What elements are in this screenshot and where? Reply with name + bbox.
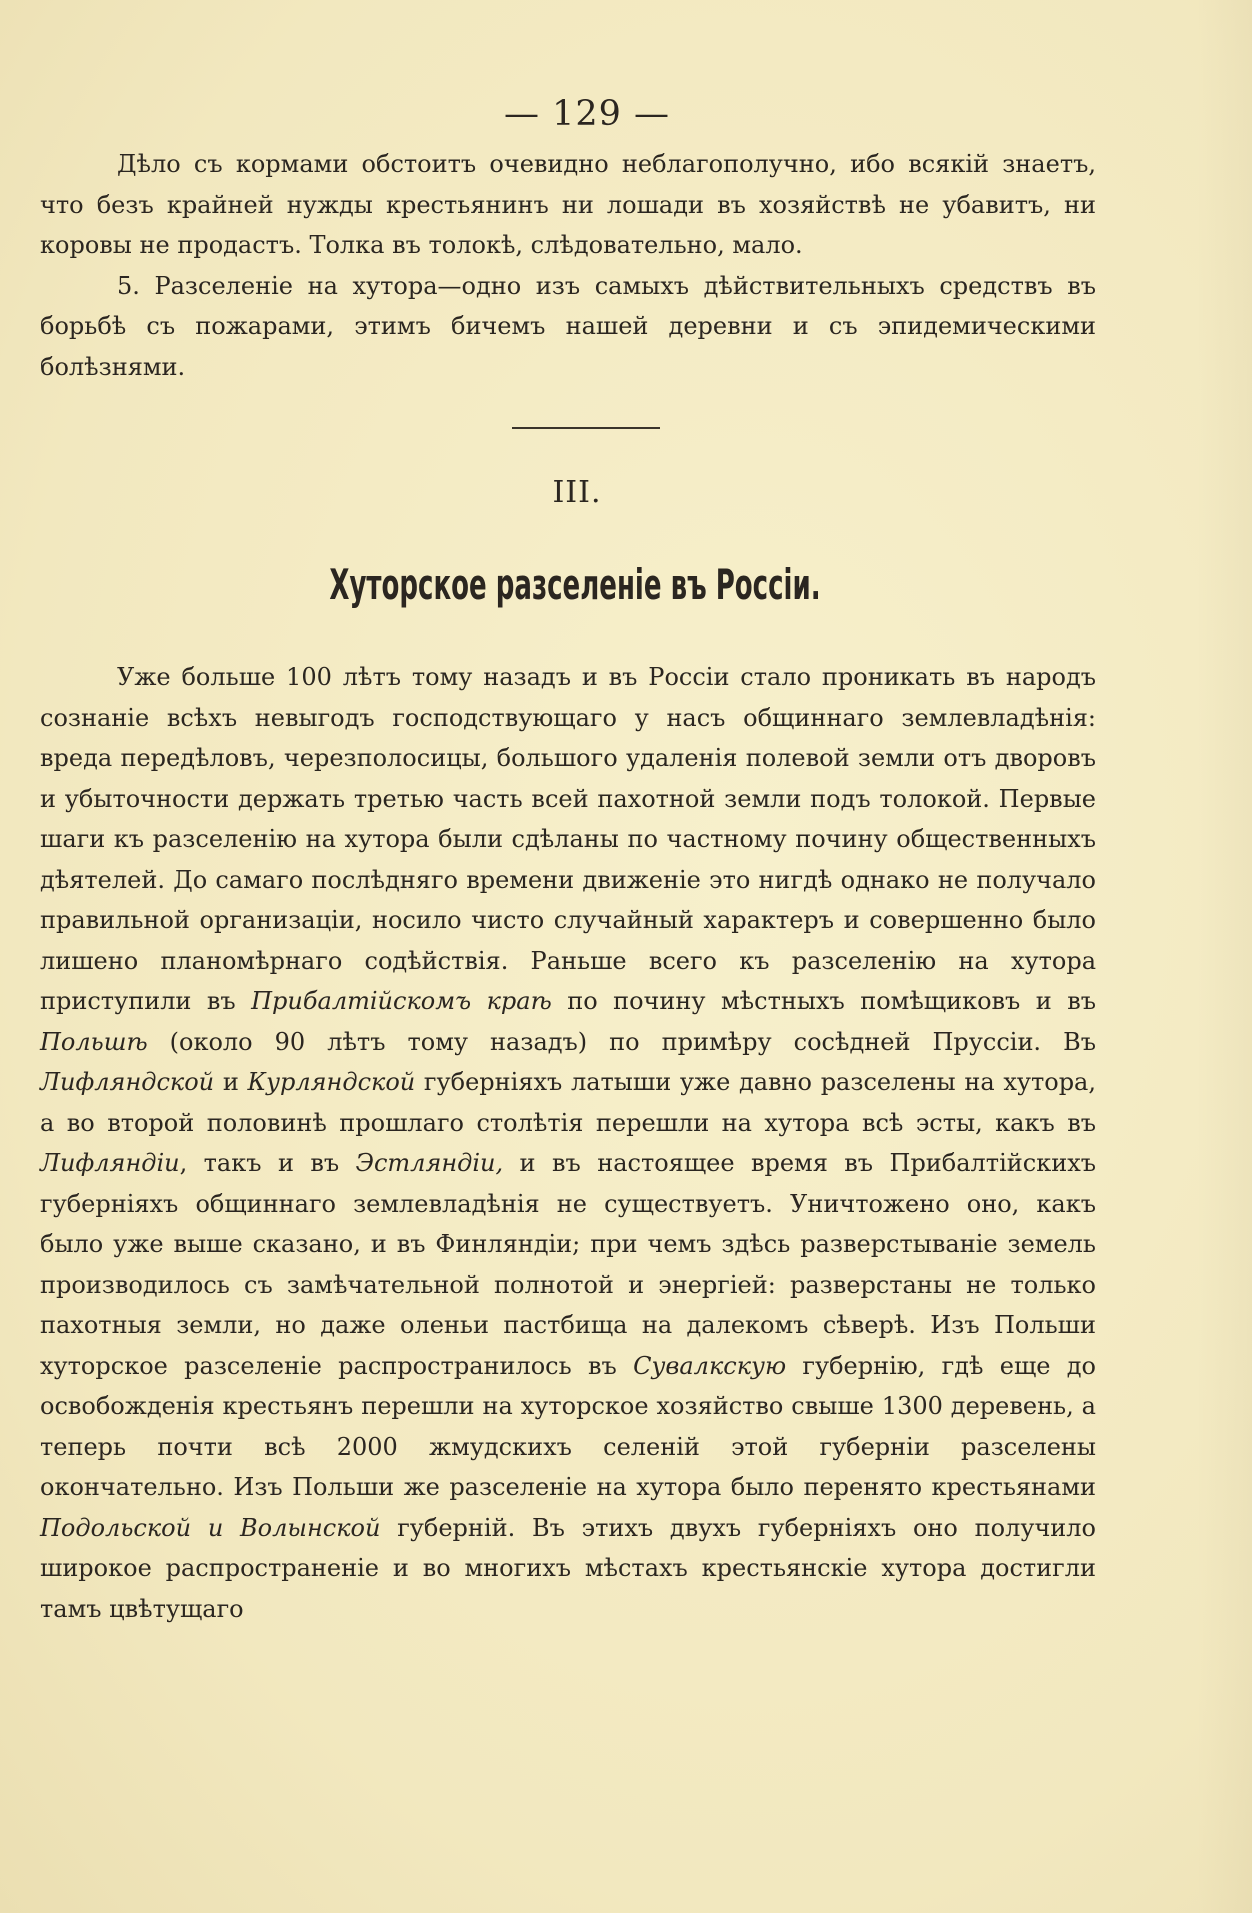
text-segment: губернію, гдѣ еще до освобожденія крестьянъ перешли на хуторское хозяйство свыше 1300 деревень, а теперь почти всѣ 2000 жмудскихъ селеній этой губерніи разселены окончательно. Изъ Польши же разселеніе на хутора было перенято крестьянами <box>40 1351 1096 1501</box>
text-segment: по почину мѣстныхъ помѣщиковъ и въ <box>551 987 1097 1015</box>
italic-place-name: Курляндской <box>247 1068 416 1096</box>
main-paragraph <box>40 657 1096 1629</box>
italic-place-name: Сувалкскую <box>633 1351 787 1380</box>
italic-place-name: Лифляндской <box>40 1068 215 1096</box>
italic-place-name: Лифляндіи <box>40 1149 180 1177</box>
text-segment: губерніяхъ латыши уже давно разселены на хутора, а во второй половинѣ прошлаго столѣтія перешли на хутора всѣ эсты, какъ въ <box>40 1068 1096 1137</box>
page-number: — 129 — <box>503 94 671 134</box>
text-segment: (около 90 лѣтъ тому назадъ) по примѣру сосѣдней Пруссіи. Въ <box>147 1027 1096 1056</box>
chapter-title: Хуторское разселеніе въ Россіи. <box>329 560 821 609</box>
paragraph-fodder: Дѣло съ кормами обстоитъ очевидно неблагополучно, ибо всякій знаетъ, что безъ крайней нужды крестьянинъ ни лошади въ хозяйствѣ не убавитъ, ни коровы не продастъ. Толка въ толокѣ, слѣдовательно, мало. <box>40 150 1096 259</box>
text-segment: и въ настоящее время въ Прибалтійскихъ губерніяхъ общиннаго землевладѣнія не существуетъ. Уничтожено оно, какъ было уже выше сказано, и въ Финляндіи; при чемъ здѣсь разверстываніе земель производилось съ замѣчательной полнотой и энергіей: разверстаны не только пахотныя земли, но даже оленьи пастбища на далекомъ сѣверѣ. Изъ Польши хуторское разселеніе распространилось въ <box>40 1149 1096 1380</box>
text-segment: и <box>214 1068 248 1096</box>
italic-place-name: Подольской и Волынской <box>40 1513 381 1542</box>
text-segment: Уже больше 100 лѣтъ тому назадъ и въ Россіи стало проникать въ народъ сознаніе всѣхъ невыгодъ господствующаго у насъ общиннаго землевладѣнія: вреда передѣловъ, черезполосицы, большого удаленія полевой земли отъ дворовъ и убыточности держать третью часть всей пахотной земли подъ толокой. Первые шаги къ разселенію на хутора были сдѣланы по частному почину общественныхъ дѣятелей. До самаго послѣдняго времени движеніе это нигдѣ однако не получало правильной организаціи, носило чисто случайный характеръ и совершенно было лишено планомѣрнаго содѣйствія. Раньше всего къ разселенію на хутора приступили въ <box>40 663 1096 1015</box>
section-number: III. <box>552 475 602 510</box>
italic-place-name: Польшѣ <box>40 1027 148 1056</box>
section-divider <box>512 427 660 429</box>
text-segment: губерній. Въ этихъ двухъ губерніяхъ оно получило широкое распространеніе и во многихъ мѣстахъ крестьянскіе хутора достигли тамъ цвѣтущаго <box>40 1513 1096 1623</box>
page-edge-shading <box>1196 0 1252 1913</box>
italic-place-name: Прибалтійскомъ краѣ <box>251 987 552 1015</box>
paragraph-fires: 5. Разселеніе на хутора—одно изъ самыхъ дѣйствительныхъ средствъ въ борьбѣ съ пожарами, этимъ бичемъ нашей деревни и съ эпидемическими болѣзнями. <box>40 271 1096 381</box>
text-segment: , такъ и въ <box>179 1149 356 1177</box>
italic-place-name: Эстляндіи, <box>355 1149 504 1177</box>
